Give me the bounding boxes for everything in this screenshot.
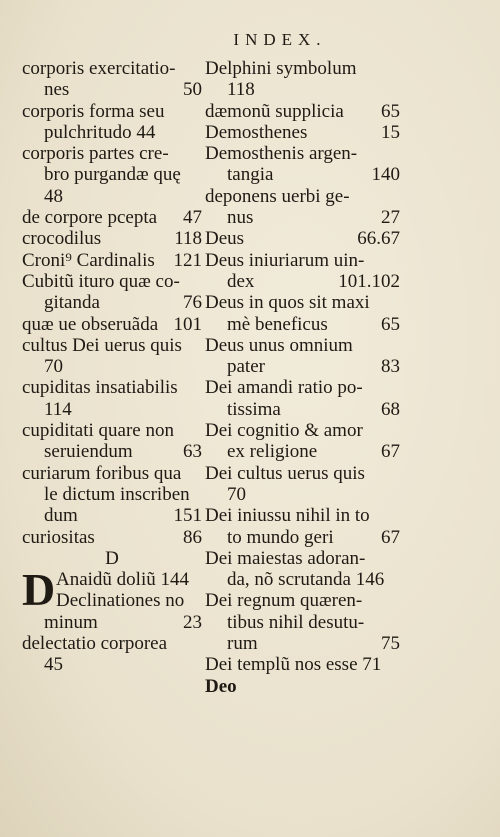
entry-text: deponens uerbi ge- <box>205 185 350 207</box>
entry-text: dæmonũ supplicia <box>205 100 344 122</box>
index-entry-line <box>22 356 202 377</box>
entry-text: mè beneficus <box>227 313 328 335</box>
index-entry-line <box>22 484 202 505</box>
index-entry-line <box>22 314 202 335</box>
entry-page-number: 68 <box>381 398 400 420</box>
entry-text: Dei cognitio & amor <box>205 420 363 442</box>
index-entry-line <box>22 122 202 143</box>
entry-text: cultus Dei uerus quis <box>22 334 182 356</box>
entry-page-number: 65 <box>381 313 400 335</box>
index-entry-line <box>22 143 202 164</box>
entry-page-number: 83 <box>381 356 400 378</box>
entry-text: Deus iniuriarum uin- <box>205 249 365 271</box>
entry-text: Delphini symbolum <box>205 58 357 79</box>
entry-text: tissima <box>227 398 281 420</box>
entry-text: rum <box>227 633 258 655</box>
entry-page-number: 86 <box>183 526 202 548</box>
index-entry-line <box>22 377 202 398</box>
index-entry-line <box>22 164 202 185</box>
entry-page-number: 67 <box>381 526 400 548</box>
entry-page-number: 67 <box>381 441 400 463</box>
index-entry-line <box>22 633 202 654</box>
index-entry-line <box>22 590 202 611</box>
index-entry-line <box>22 186 202 207</box>
entry-text: gitanda <box>44 292 100 314</box>
entry-text: Cubitũ ituro quæ co- <box>22 270 180 292</box>
entry-page-number: 63 <box>183 441 202 463</box>
index-entry-line <box>205 569 400 590</box>
entry-text: Deus <box>205 228 245 250</box>
index-entry-line <box>205 356 400 377</box>
index-entry-line <box>205 676 400 697</box>
index-entry-line <box>22 101 202 122</box>
entry-page-number: 118 <box>174 228 202 250</box>
entry-page-number: 15 <box>381 121 400 143</box>
entry-text: 70 <box>44 356 63 378</box>
index-entry-line <box>205 186 400 207</box>
entry-page-number: 47 <box>183 207 202 229</box>
entry-text: tibus nihil desutu- <box>227 611 365 633</box>
index-entry-line <box>205 399 400 420</box>
entry-text: Demosthenes <box>205 121 308 143</box>
entry-text: Dei maiestas adoran- <box>205 547 366 569</box>
entry-text: da, nõ scrutanda 146 <box>227 569 385 591</box>
entry-text: dex <box>227 270 255 292</box>
entry-text: Deus in quos sit maxi <box>205 292 370 314</box>
entry-page-number: 121 <box>173 249 202 271</box>
index-entry-line <box>205 143 400 164</box>
entry-text: seruiendum <box>44 441 133 463</box>
index-entry-line <box>205 654 400 675</box>
entry-text: cupiditati quare non <box>22 420 174 442</box>
entry-text: ex religione <box>227 441 318 463</box>
index-entry-line <box>205 590 400 611</box>
index-entry-line <box>205 314 400 335</box>
index-entry-line <box>205 420 400 441</box>
entry-page-number: 23 <box>183 611 202 633</box>
index-entry-line <box>22 505 202 526</box>
entry-text: pater <box>227 356 265 378</box>
entry-text: corporis partes cre- <box>22 143 169 165</box>
entry-text: Declinationes no <box>56 590 185 612</box>
entry-text: Deus unus omnium <box>205 334 353 356</box>
entry-text: cupiditas insatiabilis <box>22 377 178 399</box>
entry-page-number: 151 <box>173 505 202 527</box>
entry-text: curiositas <box>22 526 95 548</box>
index-entry-line <box>205 377 400 398</box>
entry-text: Dei iniussu nihil in to <box>205 505 370 527</box>
index-entry-line <box>22 399 202 420</box>
entry-text: D <box>105 547 119 569</box>
index-entry-line <box>205 79 400 100</box>
entry-text: Anaidũ doliũ 144 <box>56 569 189 591</box>
entry-text: Dei regnum quæren- <box>205 590 363 612</box>
entry-page-number: 101 <box>173 313 202 335</box>
entry-page-number: 75 <box>381 633 400 655</box>
index-entry-line <box>205 271 400 292</box>
right-column <box>205 58 400 697</box>
entry-text: 70 <box>227 483 246 505</box>
entry-page-number: 66.67 <box>357 228 400 250</box>
index-entry-line <box>205 207 400 228</box>
index-entry-line <box>205 463 400 484</box>
index-entry-line <box>205 484 400 505</box>
index-entry-line <box>22 271 202 292</box>
index-entry-line <box>205 612 400 633</box>
entry-text: 48 <box>44 185 63 207</box>
index-entry-line <box>205 548 400 569</box>
entry-page-number: 65 <box>381 100 400 122</box>
entry-text: corporis exercitatio- <box>22 58 176 79</box>
entry-page-number: 27 <box>381 207 400 229</box>
entry-text: Dei amandi ratio po- <box>205 377 363 399</box>
entry-text: to mundo geri <box>227 526 334 548</box>
index-entry-line <box>22 463 202 484</box>
index-entry-line <box>22 207 202 228</box>
entry-text: 118 <box>227 79 255 101</box>
entry-page-number: 101.102 <box>338 270 400 292</box>
entry-text: Croni⁹ Cardinalis <box>22 249 155 271</box>
entry-text: tangia <box>227 164 274 186</box>
entry-page-number: 140 <box>371 164 400 186</box>
index-entry-line <box>205 292 400 313</box>
index-entry-line <box>205 335 400 356</box>
index-entry-line <box>205 633 400 654</box>
entry-text: corporis forma seu <box>22 100 165 122</box>
entry-text: nes <box>44 79 70 101</box>
entry-text: curiarum foribus qua <box>22 462 182 484</box>
entry-text: crocodilus <box>22 228 102 250</box>
index-entry-line <box>22 250 202 271</box>
index-entry-line <box>205 122 400 143</box>
index-entry-line <box>22 441 202 462</box>
index-entry-line <box>205 58 400 79</box>
index-entry-line <box>205 527 400 548</box>
index-entry-line <box>22 79 202 100</box>
entry-text: le dictum inscriben <box>44 483 190 505</box>
entry-text: pulchritudo 44 <box>44 121 156 143</box>
index-entry-line <box>205 101 400 122</box>
index-entry-line <box>22 420 202 441</box>
entry-page-number: 76 <box>183 292 202 314</box>
index-entry-line <box>22 228 202 249</box>
index-entry-line <box>22 569 202 590</box>
index-entry-line <box>205 441 400 462</box>
index-entry-line <box>22 654 202 675</box>
index-entry-line <box>22 612 202 633</box>
entry-text: delectatio corporea <box>22 633 168 655</box>
dropcap-letter: D <box>22 564 56 616</box>
entry-text: nus <box>227 207 254 229</box>
entry-text: Deo <box>205 675 237 697</box>
index-entry-line <box>22 58 202 79</box>
dropcap-block <box>22 564 202 616</box>
index-entry-line <box>22 335 202 356</box>
index-entry-line <box>22 527 202 548</box>
left-column <box>22 58 202 676</box>
entry-text: Dei cultus uerus quis <box>205 462 365 484</box>
entry-page-number: 50 <box>183 79 202 101</box>
entry-text: Demosthenis argen- <box>205 143 358 165</box>
entry-text: dum <box>44 505 78 527</box>
entry-text: quæ ue obseruãda <box>22 313 159 335</box>
index-entry-line <box>22 292 202 313</box>
page-header: INDEX. <box>233 30 327 49</box>
index-entry-line <box>205 228 400 249</box>
entry-text: Dei templũ nos esse 71 <box>205 654 382 676</box>
entry-text: de corpore pcepta <box>22 207 158 229</box>
entry-text: bro purgandæ quę <box>44 164 181 186</box>
entry-text: 114 <box>44 398 72 420</box>
index-entry-line <box>205 250 400 271</box>
index-entry-line <box>205 505 400 526</box>
entry-text: 45 <box>44 654 63 676</box>
index-entry-line <box>205 164 400 185</box>
entry-text: minum <box>44 611 98 633</box>
